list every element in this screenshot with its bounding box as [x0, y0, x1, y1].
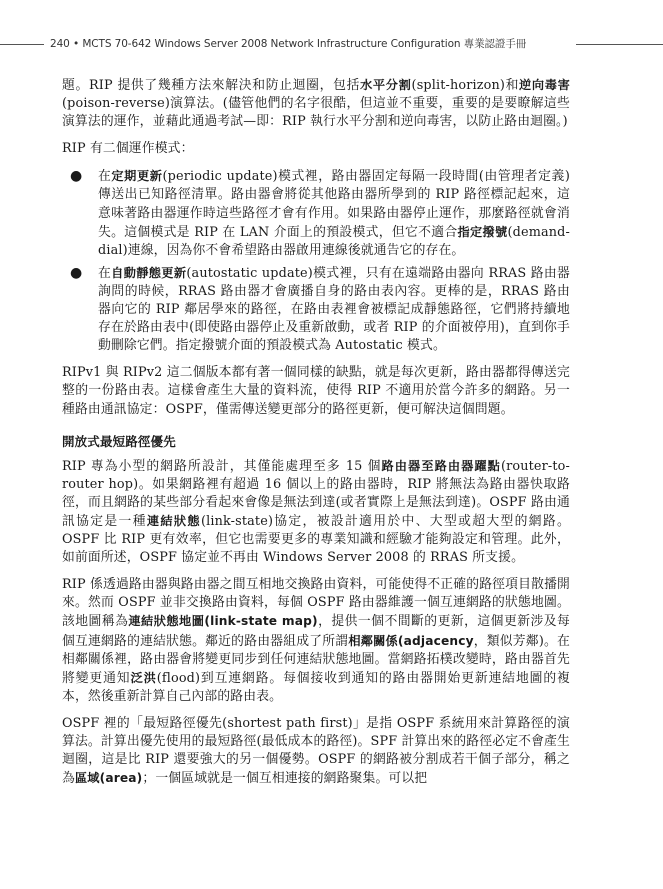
- header-rule-right: [576, 44, 663, 45]
- text-span: 題。RIP 提供了幾種方法來解決和防止迴圈，包括: [62, 78, 361, 93]
- term-adjacency: 相鄰關係(adjacency: [348, 633, 474, 648]
- rip-mode-list: [62, 167, 570, 355]
- text-span: ，類似芳鄰)。在相鄰關係裡，路由器會將變更同步到任何連結狀態地圖。當網路拓樸改變時，路由器首先將變更通知: [62, 633, 570, 686]
- text-span: OSPF 裡的「最短路徑優先(shortest path first)」是指 OSPF 系統用來計算路徑的演算法。計算出優先使用的最短路徑(最低成本的路徑)。SPF 計算出來的路徑必定不會產生迴圈，這是比 RIP 還要強大的另一個優勢。OSPF 的網路被分割成若干個子部分，稱之為: [62, 715, 570, 787]
- list-item-periodic-update: [62, 167, 570, 259]
- text-span: ；一個區域就是一個互相連接的網路聚集。可以把: [142, 771, 428, 787]
- text-span: (flood)到互連網路。每個接收到通知的路由器開始更新連結地圖的複本，然後重新計算自己內部的路由表。: [62, 670, 571, 704]
- bullet-icon: ●: [70, 168, 83, 185]
- term-link-state-map: 連結狀態地圖(link-state map): [128, 614, 318, 629]
- running-header: [0, 34, 663, 56]
- term-area: 區域(area): [74, 771, 143, 786]
- paragraph-rip-modes: RIP 有二個運作模式：: [62, 141, 194, 157]
- text-span: (autostatic update)模式裡，只有在遠端路由器向 RRAS 路由器詢問的時候，RRAS 路由器才會廣播自身的路由表內容。更棒的是，RRAS 路由器向它的 RIP 鄰居學來的路徑，在路由表裡會被標記成靜態路徑，它們將持續地存在於路由表中(即使路由器停止及重新啟動，或者 RIP 的介面被停用)，直到你手動刪除它們。指定撥號介面的預設模式為 Autostatic 模式。: [98, 265, 571, 354]
- paragraph-ospf-intro: [62, 457, 570, 568]
- text-span: ，提供一個不間斷的更新，這個更新涉及每個互連網路的連結狀態。鄰近的路由器組成了所謂: [62, 614, 571, 649]
- text-span: RIP 專為小型的網路所設計，其僅能處理至多 15 個: [62, 458, 382, 474]
- header-bullet: •: [73, 38, 83, 50]
- paragraph-link-state-map: [62, 576, 570, 706]
- paragraph-ripv1-ripv2: RIPv1 與 RIPv2 這二個版本都有著一個同樣的缺點，就是每次更新，路由器都得傳送完整的一份路由表。這樣會產生大量的資料流，使得 RIP 不適用於當今許多的網路。另一種路由通訊協定：OSPF，僅需傳送變更部分的路徑更新，便可解決這個問題。: [62, 365, 570, 417]
- paragraph-rip-loops: [62, 76, 570, 131]
- book-title: MCTS 70-642 Windows Server 2008 Network Infrastructure Configuration 專業認證手冊: [82, 38, 527, 50]
- header-text: [50, 36, 526, 51]
- text-span: (demand-dial)連線，因為你不會希望路由器啟用連線後就通告它的存在。: [98, 224, 570, 258]
- term-flood: 泛洪: [130, 670, 157, 685]
- list-item-autostatic-update: [62, 264, 570, 355]
- term-link-state: 連結狀態: [146, 513, 201, 528]
- text-span: (link-state)協定，被設計適用於中、大型或超大型的網路。OSPF 比 RIP 更有效率，但它也需要更多的專業知識和經驗才能夠設定和管理。此外，如前面所述，OSPF 協定並不再由 Windows Server 2008 的 RRAS 所支援。: [62, 513, 570, 566]
- term-poison-reverse: 逆向毒害: [519, 78, 570, 92]
- text-span: (periodic update)模式裡，路由器固定每隔一段時間(由管理者定義)傳送出已知路徑清單。路由器會將從其他路由器所學到的 RIP 路徑標記起來，這意味著路由器運作時這些路徑才會有作用。如果路由器停止運作，那麼路徑就會消失。這個模式是 RIP 在 LAN 介面上的預設模式，但它不適合: [98, 169, 570, 240]
- term-periodic-update: 定期更新: [111, 169, 163, 184]
- text-span: RIP 係透過路由器與路由器之間互相地交換路由資料，可能使得不正確的路徑項目散播開來。然而 OSPF 並非交換路由資料，每個 OSPF 路由器維護一個互連網路的狀態地圖。該地圖稱為: [62, 577, 570, 630]
- text-span: 在: [98, 265, 112, 281]
- header-rule-left: [0, 44, 44, 45]
- term-autostatic-update: 自動靜態更新: [111, 265, 187, 280]
- page-body: [62, 76, 570, 797]
- text-span: (poison-reverse)演算法。(儘管他們的名字很酷，但這並不重要，重要的是要瞭解這些演算法的運作，並藉此通過考試—即：RIP 執行水平分割和逆向毒害，以防止路由迴圈。): [62, 96, 570, 130]
- bullet-icon: ●: [70, 264, 83, 281]
- section-heading-ospf: 開放式最短路徑優先: [62, 433, 176, 449]
- term-demand-dial: 指定撥號: [457, 224, 508, 239]
- term-router-to-router-hop: 路由器至路由器躍點: [381, 458, 501, 473]
- page-number: 240: [50, 38, 70, 50]
- text-span: (router-to-router hop)。如果網路裡有超過 16 個以上的路由器時，RIP 將無法為路由器快取路徑，而且網路的某些部分看起來會像是無法到達(或者實際上是無法到達)。OSPF 路由通訊協定是一種: [62, 458, 570, 529]
- paragraph-shortest-path-first: [62, 715, 570, 788]
- text-span: (split-horizon)和: [411, 78, 520, 93]
- term-split-horizon: 水平分割: [360, 78, 412, 92]
- text-span: 在: [98, 169, 112, 185]
